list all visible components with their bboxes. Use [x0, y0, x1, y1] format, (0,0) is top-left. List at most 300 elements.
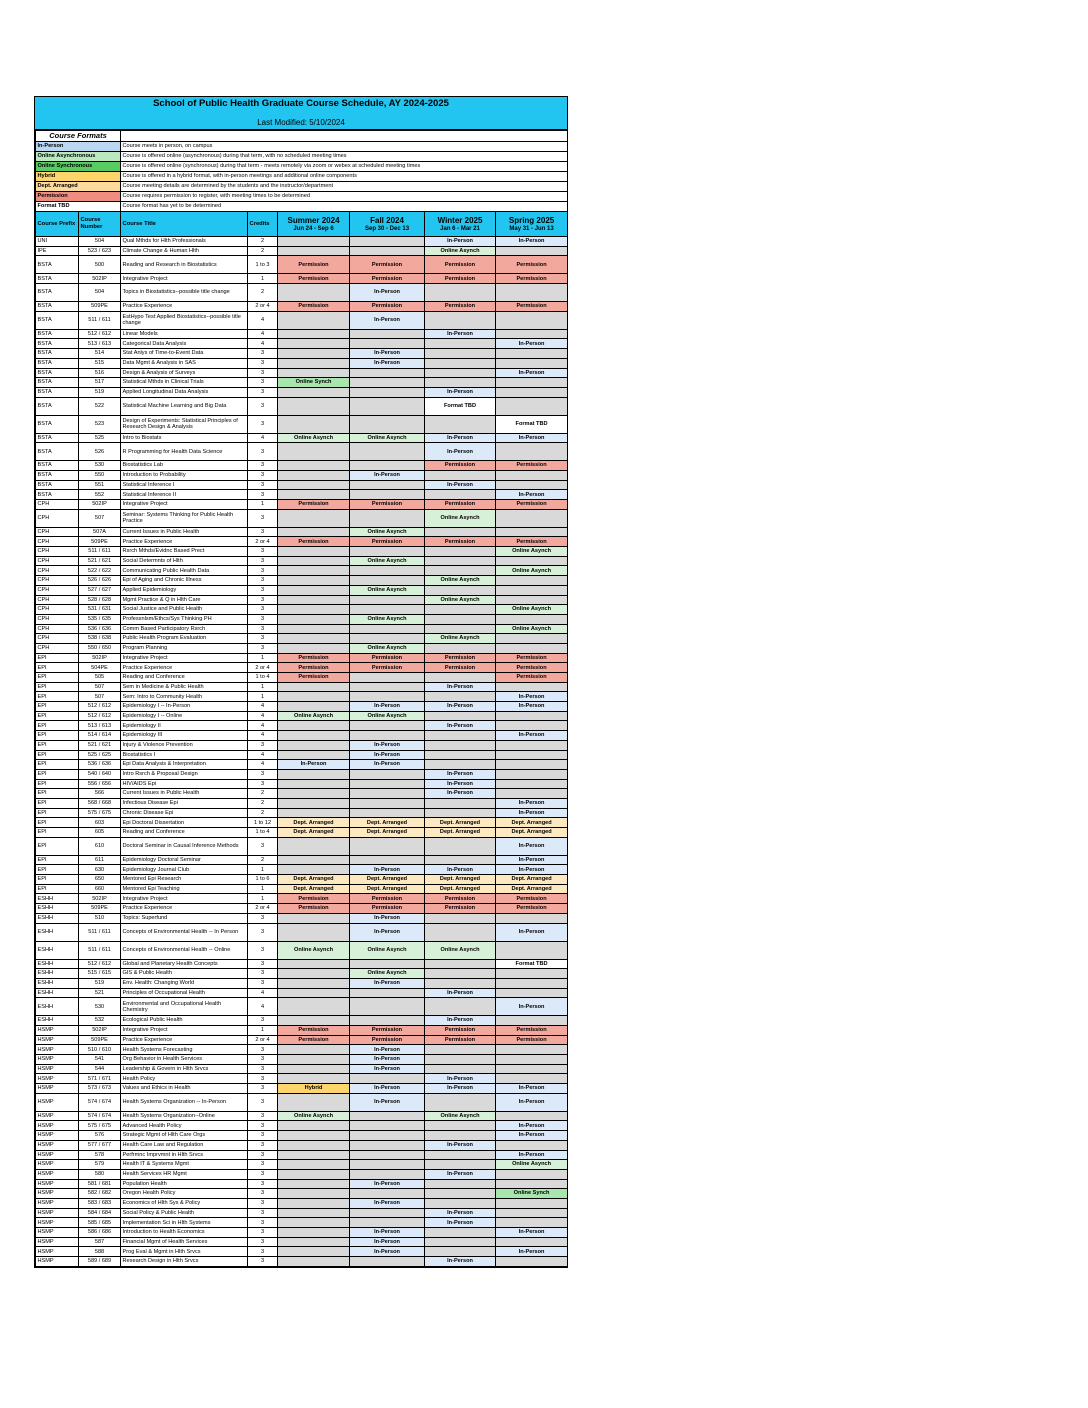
term-cell-spring-2025: In-Person [496, 237, 568, 247]
term-cell-spring-2025: In-Person [496, 865, 568, 875]
course-prefix: HSMP [36, 1093, 79, 1111]
term-cell-winter-2025 [425, 415, 496, 433]
course-number: 512 / 612 [79, 702, 121, 712]
course-number: 502IP [79, 894, 121, 904]
course-number: 521 / 621 [79, 556, 121, 566]
course-title: Communicating Public Health Data [121, 566, 248, 576]
course-number: 517 [79, 378, 121, 388]
term-cell-fall-2024 [350, 595, 425, 605]
course-number: 575 / 675 [79, 808, 121, 818]
term-cell-winter-2025 [425, 1228, 496, 1238]
term-cell-fall-2024: In-Person [350, 1228, 425, 1238]
table-row [36, 1208, 568, 1218]
term-cell-spring-2025: Online Asynch [496, 547, 568, 557]
term-cell-fall-2024 [350, 721, 425, 731]
term-cell-fall-2024: Online Asynch [350, 527, 425, 537]
term-cell-fall-2024: Online Asynch [350, 556, 425, 566]
course-prefix: HSMP [36, 1064, 79, 1074]
term-cell-winter-2025: In-Person [425, 1169, 496, 1179]
course-title: Design of Experiments: Statistical Principles of Research Design & Analysis [121, 415, 248, 433]
course-title: Doctoral Seminar in Causal Inference Methods [121, 837, 248, 855]
term-name: Fall 2024 [370, 215, 404, 225]
course-prefix: HSMP [36, 1198, 79, 1208]
course-title: Integrative Project [121, 274, 248, 284]
term-cell-fall-2024 [350, 547, 425, 557]
term-cell-winter-2025 [425, 998, 496, 1016]
course-credits: 1 [248, 865, 278, 875]
term-cell-winter-2025: In-Person [425, 1218, 496, 1228]
term-cell-summer-2024 [278, 566, 350, 576]
table-row [36, 443, 568, 461]
course-number: 585 / 685 [79, 1218, 121, 1228]
term-cell-spring-2025 [496, 576, 568, 586]
course-title: Statistical Machine Learning and Big Data [121, 397, 248, 415]
term-cell-summer-2024 [278, 969, 350, 979]
table-row [36, 339, 568, 349]
course-number: 502IP [79, 500, 121, 510]
term-cell-spring-2025 [496, 480, 568, 490]
course-title: Health Policy [121, 1074, 248, 1084]
course-prefix: BSTA [36, 387, 79, 397]
term-cell-spring-2025 [496, 1055, 568, 1065]
course-title: Data Mgmt & Analysis in SAS [121, 358, 248, 368]
course-prefix: BSTA [36, 368, 79, 378]
table-row [36, 1111, 568, 1121]
course-number: 516 [79, 368, 121, 378]
term-cell-fall-2024 [350, 246, 425, 256]
term-cell-spring-2025 [496, 988, 568, 998]
term-cell-spring-2025: Permission [496, 1035, 568, 1045]
term-cell-fall-2024: In-Person [350, 913, 425, 923]
term-cell-winter-2025 [425, 339, 496, 349]
table-row [36, 1179, 568, 1189]
term-cell-fall-2024: In-Person [350, 1045, 425, 1055]
term-cell-fall-2024 [350, 566, 425, 576]
course-list [36, 212, 568, 1267]
course-title: Intro to Biostats [121, 433, 248, 443]
term-cell-summer-2024 [278, 237, 350, 247]
term-cell-winter-2025: In-Person [425, 1208, 496, 1218]
term-cell-fall-2024 [350, 779, 425, 789]
term-cell-fall-2024 [350, 855, 425, 865]
col-credits: Credits [248, 212, 278, 237]
term-cell-spring-2025: In-Person [496, 1150, 568, 1160]
table-row [36, 634, 568, 644]
course-title: Epidemiology II [121, 721, 248, 731]
course-credits: 3 [248, 349, 278, 359]
course-prefix: HSMP [36, 1160, 79, 1170]
term-cell-fall-2024 [350, 1131, 425, 1141]
term-name: Spring 2025 [508, 215, 555, 225]
term-cell-winter-2025 [425, 913, 496, 923]
format-swatch-dept-arranged: Dept. Arranged [36, 182, 121, 192]
term-dates: Sep 30 - Dec 13 [365, 225, 410, 232]
course-title: HIV/AIDS Epi [121, 779, 248, 789]
term-cell-summer-2024 [278, 490, 350, 500]
course-number: 507A [79, 527, 121, 537]
term-cell-spring-2025 [496, 1074, 568, 1084]
course-prefix: HSMP [36, 1208, 79, 1218]
course-prefix: CPH [36, 527, 79, 537]
term-cell-spring-2025 [496, 284, 568, 302]
course-prefix: UNI [36, 237, 79, 247]
course-prefix: EPI [36, 769, 79, 779]
course-prefix: HSMP [36, 1074, 79, 1084]
table-row [36, 605, 568, 615]
term-cell-winter-2025 [425, 1189, 496, 1199]
term-cell-spring-2025: Permission [496, 894, 568, 904]
course-prefix: EPI [36, 798, 79, 808]
term-cell-fall-2024 [350, 988, 425, 998]
term-cell-fall-2024 [350, 576, 425, 586]
term-dates: May 31 - Jun 13 [509, 225, 554, 232]
term-cell-winter-2025: Online Asynch [425, 1111, 496, 1121]
table-row [36, 1228, 568, 1238]
term-cell-winter-2025: In-Person [425, 769, 496, 779]
course-credits: 3 [248, 461, 278, 471]
term-cell-winter-2025 [425, 969, 496, 979]
course-prefix: EPI [36, 779, 79, 789]
course-title: Biostatistics Lab [121, 461, 248, 471]
term-cell-winter-2025: In-Person [425, 433, 496, 443]
table-row [36, 1198, 568, 1208]
term-cell-summer-2024 [278, 808, 350, 818]
course-title: Epidemiology Journal Club [121, 865, 248, 875]
course-prefix: HSMP [36, 1084, 79, 1094]
format-legend-row [36, 182, 568, 192]
course-prefix: ESHH [36, 904, 79, 914]
course-number: 509PE [79, 904, 121, 914]
course-title: Integrative Project [121, 653, 248, 663]
table-row [36, 941, 568, 959]
course-number: 510 / 610 [79, 1045, 121, 1055]
course-credits: 1 [248, 884, 278, 894]
course-prefix: ESHH [36, 913, 79, 923]
course-title: Strategic Mgmt of Hlth Care Orgs [121, 1131, 248, 1141]
course-number: 511 / 611 [79, 311, 121, 329]
table-row [36, 1160, 568, 1170]
term-cell-winter-2025 [425, 923, 496, 941]
course-credits: 3 [248, 1218, 278, 1228]
table-row [36, 1055, 568, 1065]
term-cell-fall-2024 [350, 415, 425, 433]
course-title: Sem: Intro to Community Health [121, 692, 248, 702]
table-row [36, 368, 568, 378]
course-prefix: BSTA [36, 433, 79, 443]
table-row [36, 1140, 568, 1150]
course-prefix: EPI [36, 884, 79, 894]
term-cell-summer-2024 [278, 769, 350, 779]
format-description: Course is offered in a hybrid format, with in-person meetings and additional online components [121, 172, 568, 182]
course-credits: 3 [248, 397, 278, 415]
course-prefix: HSMP [36, 1189, 79, 1199]
term-cell-fall-2024: Permission [350, 256, 425, 274]
course-title: Current Issues in Public Health [121, 527, 248, 537]
course-title: Leadership & Govern in Hlth Srvcs [121, 1064, 248, 1074]
course-number: 502IP [79, 1025, 121, 1035]
term-cell-spring-2025 [496, 1218, 568, 1228]
term-cell-winter-2025 [425, 978, 496, 988]
term-cell-summer-2024: Permission [278, 663, 350, 673]
term-cell-spring-2025 [496, 378, 568, 388]
course-title: Practice Experience [121, 1035, 248, 1045]
term-cell-winter-2025: In-Person [425, 1257, 496, 1267]
course-number: 587 [79, 1237, 121, 1247]
course-title: Epi of Aging and Chronic Illness [121, 576, 248, 586]
table-row [36, 1257, 568, 1267]
course-number: 522 [79, 397, 121, 415]
table-row [36, 500, 568, 510]
term-cell-fall-2024: Dept. Arranged [350, 818, 425, 828]
term-cell-summer-2024 [278, 913, 350, 923]
format-swatch-in-person: In-Person [36, 142, 121, 152]
term-cell-fall-2024 [350, 1016, 425, 1026]
course-prefix: ESHH [36, 978, 79, 988]
course-number: 541 [79, 1055, 121, 1065]
term-cell-summer-2024 [278, 855, 350, 865]
course-credits: 1 to 6 [248, 875, 278, 885]
course-title: Integrative Project [121, 1025, 248, 1035]
term-cell-spring-2025 [496, 769, 568, 779]
term-cell-fall-2024 [350, 808, 425, 818]
format-swatch-permission: Permission [36, 192, 121, 202]
course-number: 505 [79, 673, 121, 683]
course-title: Intro Rsrch & Proposal Design [121, 769, 248, 779]
course-prefix: EPI [36, 692, 79, 702]
term-cell-winter-2025: Permission [425, 904, 496, 914]
term-cell-fall-2024: In-Person [350, 760, 425, 770]
table-row [36, 1025, 568, 1035]
term-cell-summer-2024: Permission [278, 1035, 350, 1045]
term-cell-summer-2024 [278, 461, 350, 471]
course-title: Practice Experience [121, 663, 248, 673]
format-swatch-online-synch: Online Synchronous [36, 162, 121, 172]
term-cell-spring-2025 [496, 969, 568, 979]
table-row [36, 556, 568, 566]
course-number: 588 [79, 1247, 121, 1257]
course-title: Applied Epidemiology [121, 585, 248, 595]
term-cell-summer-2024: Permission [278, 653, 350, 663]
table-row [36, 1247, 568, 1257]
term-cell-summer-2024: In-Person [278, 760, 350, 770]
term-cell-fall-2024: In-Person [350, 284, 425, 302]
course-credits: 1 to 12 [248, 818, 278, 828]
term-cell-fall-2024 [350, 339, 425, 349]
term-cell-spring-2025 [496, 1257, 568, 1267]
table-row [36, 740, 568, 750]
term-cell-summer-2024 [278, 1228, 350, 1238]
course-number: 521 / 621 [79, 740, 121, 750]
term-cell-summer-2024 [278, 1064, 350, 1074]
table-row [36, 1016, 568, 1026]
term-cell-fall-2024 [350, 731, 425, 741]
term-cell-summer-2024: Permission [278, 500, 350, 510]
course-prefix: EPI [36, 828, 79, 838]
course-prefix: EPI [36, 682, 79, 692]
term-cell-winter-2025 [425, 1247, 496, 1257]
course-prefix: CPH [36, 585, 79, 595]
term-cell-winter-2025 [425, 566, 496, 576]
schedule-title: School of Public Health Graduate Course Schedule, AY 2024-2025 [153, 98, 449, 109]
term-cell-spring-2025 [496, 443, 568, 461]
course-number: 512 / 612 [79, 959, 121, 969]
term-cell-summer-2024: Permission [278, 1025, 350, 1035]
term-cell-winter-2025 [425, 1198, 496, 1208]
course-credits: 3 [248, 614, 278, 624]
schedule-table [35, 130, 568, 1267]
format-legend-row [36, 142, 568, 152]
course-prefix: CPH [36, 634, 79, 644]
term-cell-winter-2025 [425, 692, 496, 702]
term-cell-summer-2024: Online Synch [278, 378, 350, 388]
course-number: 507 [79, 682, 121, 692]
term-cell-fall-2024 [350, 1074, 425, 1084]
course-prefix: IPE [36, 246, 79, 256]
course-title: Seminar: Systems Thinking for Public Health Practice [121, 509, 248, 527]
course-number: 525 [79, 433, 121, 443]
table-row [36, 1237, 568, 1247]
term-cell-spring-2025: Permission [496, 673, 568, 683]
term-cell-spring-2025: In-Person [496, 692, 568, 702]
term-cell-spring-2025: Permission [496, 537, 568, 547]
course-prefix: ESHH [36, 988, 79, 998]
term-cell-fall-2024: Dept. Arranged [350, 828, 425, 838]
course-title: Social Policy & Public Health [121, 1208, 248, 1218]
course-number: 512 / 612 [79, 711, 121, 721]
course-credits: 3 [248, 1121, 278, 1131]
course-credits: 3 [248, 1208, 278, 1218]
course-number: 540 / 640 [79, 769, 121, 779]
course-title: Topics: Superfund [121, 913, 248, 923]
course-credits: 1 to 4 [248, 828, 278, 838]
course-title: Professnlsm/Ethcs/Sys Thinking PH [121, 614, 248, 624]
course-credits: 3 [248, 378, 278, 388]
format-swatch-online-asynch: Online Asynchronous [36, 152, 121, 162]
course-number: 571 / 671 [79, 1074, 121, 1084]
course-number: 650 [79, 875, 121, 885]
course-title: Health Systems Organization--Online [121, 1111, 248, 1121]
term-cell-fall-2024: In-Person [350, 978, 425, 988]
course-prefix: EPI [36, 808, 79, 818]
course-title: Prog Eval & Mgmt in Hlth Srvcs [121, 1247, 248, 1257]
course-prefix: BSTA [36, 329, 79, 339]
term-cell-winter-2025: In-Person [425, 789, 496, 799]
term-cell-winter-2025 [425, 711, 496, 721]
term-cell-winter-2025 [425, 959, 496, 969]
course-prefix: CPH [36, 605, 79, 615]
table-row [36, 1045, 568, 1055]
course-credits: 3 [248, 490, 278, 500]
table-row [36, 760, 568, 770]
course-number: 502IP [79, 653, 121, 663]
term-cell-fall-2024: In-Person [350, 1055, 425, 1065]
term-cell-spring-2025: Dept. Arranged [496, 875, 568, 885]
term-cell-winter-2025 [425, 311, 496, 329]
course-title: Health Services HR Mgmt [121, 1169, 248, 1179]
course-title: Mgmt Practice & Q in Hlth Care [121, 595, 248, 605]
course-credits: 1 [248, 274, 278, 284]
term-cell-summer-2024 [278, 480, 350, 490]
course-formats-heading: Course Formats [36, 131, 121, 142]
term-cell-spring-2025 [496, 789, 568, 799]
table-row [36, 875, 568, 885]
course-prefix: ESHH [36, 941, 79, 959]
term-cell-winter-2025: In-Person [425, 443, 496, 461]
course-credits: 2 [248, 808, 278, 818]
term-cell-spring-2025 [496, 527, 568, 537]
term-cell-winter-2025: Permission [425, 256, 496, 274]
term-cell-spring-2025: Online Synch [496, 1189, 568, 1199]
table-row [36, 480, 568, 490]
table-row [36, 547, 568, 557]
course-credits: 1 [248, 1025, 278, 1035]
course-title: Current Issues in Public Health [121, 789, 248, 799]
course-number: 577 / 677 [79, 1140, 121, 1150]
course-number: 514 / 614 [79, 731, 121, 741]
table-row [36, 978, 568, 988]
course-prefix: EPI [36, 731, 79, 741]
term-name: Summer 2024 [287, 215, 340, 225]
course-prefix: HSMP [36, 1025, 79, 1035]
term-cell-spring-2025 [496, 595, 568, 605]
course-title: Mentored Epi Teaching [121, 884, 248, 894]
table-row [36, 692, 568, 702]
table-row [36, 663, 568, 673]
term-cell-summer-2024 [278, 959, 350, 969]
term-cell-fall-2024 [350, 1208, 425, 1218]
term-cell-summer-2024 [278, 643, 350, 653]
term-cell-fall-2024: In-Person [350, 1198, 425, 1208]
course-prefix: BSTA [36, 349, 79, 359]
course-number: 514 [79, 349, 121, 359]
term-cell-summer-2024 [278, 595, 350, 605]
course-prefix: EPI [36, 673, 79, 683]
term-cell-winter-2025 [425, 470, 496, 480]
course-title: Applied Longitudinal Data Analysis [121, 387, 248, 397]
col-spring-2025 [496, 212, 568, 237]
course-title: Principles of Occupational Health [121, 988, 248, 998]
course-number: 522 / 622 [79, 566, 121, 576]
schedule-header [35, 97, 567, 130]
course-prefix: BSTA [36, 415, 79, 433]
course-number: 584 / 684 [79, 1208, 121, 1218]
term-cell-winter-2025: In-Person [425, 1074, 496, 1084]
table-row [36, 358, 568, 368]
term-cell-summer-2024 [278, 865, 350, 875]
term-cell-spring-2025 [496, 1237, 568, 1247]
course-prefix: CPH [36, 500, 79, 510]
course-title: Stat Anlys of Time-to-Event Data [121, 349, 248, 359]
term-cell-fall-2024 [350, 624, 425, 634]
course-number: 550 / 650 [79, 643, 121, 653]
term-cell-fall-2024 [350, 837, 425, 855]
term-cell-winter-2025: Online Asynch [425, 595, 496, 605]
term-cell-summer-2024 [278, 798, 350, 808]
term-cell-summer-2024: Online Asynch [278, 711, 350, 721]
course-number: 525 / 625 [79, 750, 121, 760]
term-cell-summer-2024 [278, 284, 350, 302]
table-row [36, 470, 568, 480]
term-cell-spring-2025 [496, 556, 568, 566]
course-number: 513 / 613 [79, 339, 121, 349]
course-credits: 3 [248, 443, 278, 461]
term-cell-summer-2024 [278, 443, 350, 461]
course-number: 504 [79, 237, 121, 247]
term-cell-fall-2024: In-Person [350, 1237, 425, 1247]
table-row [36, 256, 568, 274]
table-row [36, 397, 568, 415]
course-credits: 4 [248, 311, 278, 329]
